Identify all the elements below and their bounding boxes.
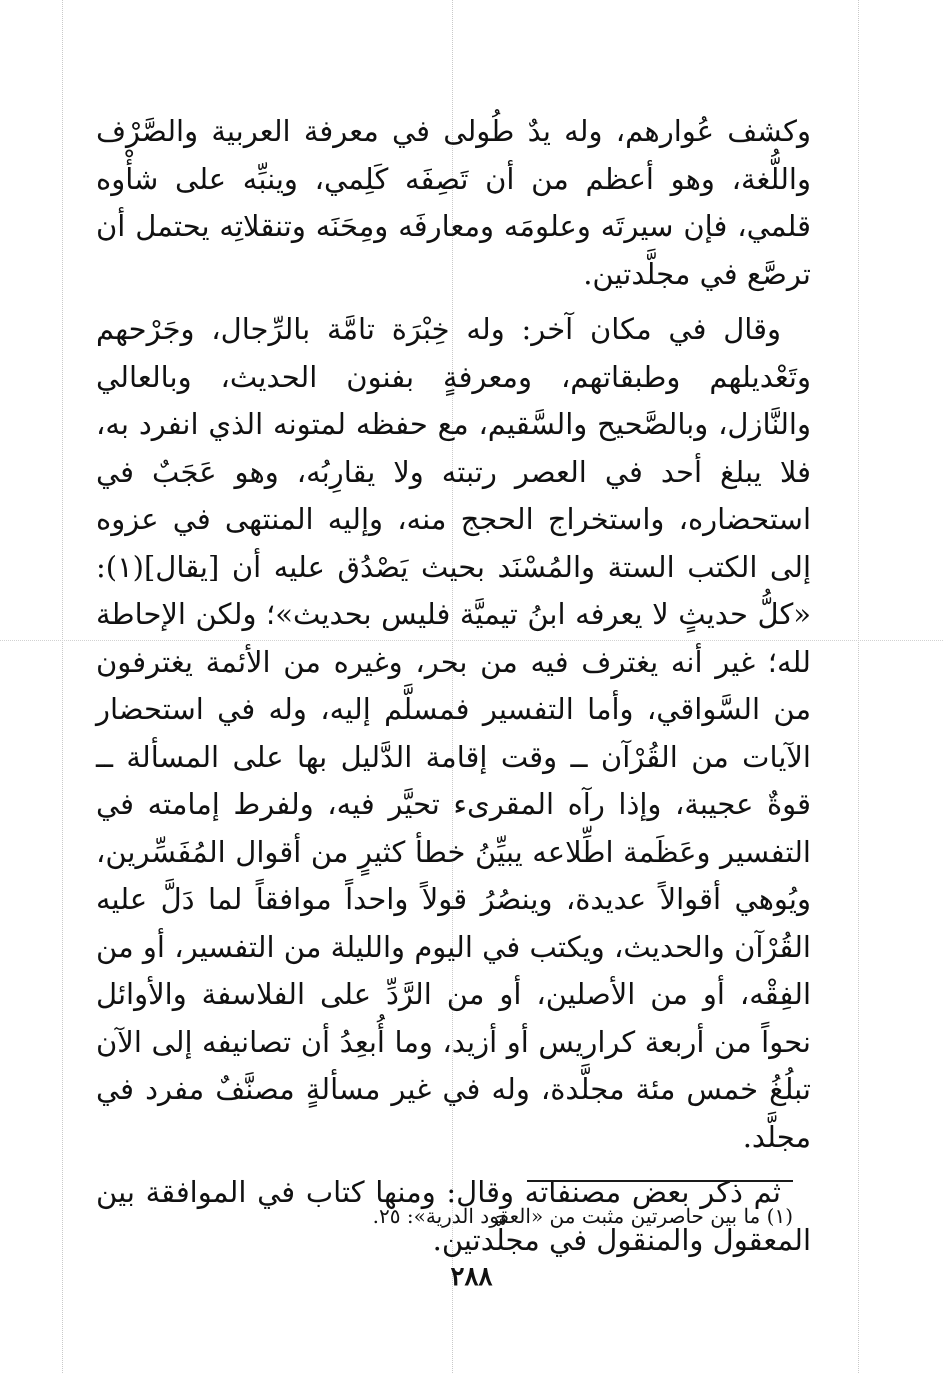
paragraph-1: وكشف عُوارهم، وله يدٌ طُولى في معرفة العربية والصَّرْف واللُّغة، وهو أعظم من أن تَصِفَه كَلِمي، وينبِّه على شأْوه قلمي، فإن سيرتَه وعلومَه ومعارفَه ومِحَنَه وتنقلاتِه يحتمل أن ترصَّع في مجلَّدتين.: [96, 114, 811, 291]
scan-guide-line: [858, 0, 859, 1373]
page-number: ٢٨٨: [450, 1262, 493, 1292]
paragraph-3: ثم ذكر بعض مصنفاته وقال: ومنها كتاب في الموافقة بين المعقول والمنقول في مجلَّدتين.: [96, 1175, 811, 1257]
footnote-rule: [527, 1180, 793, 1182]
scan-guide-line: [62, 0, 63, 1373]
paragraph-2: وقال في مكان آخر: وله خِبْرَة تامَّة بالرِّجال، وجَرْحهم وتَعْديلهم وطبقاتهم، ومعرفةٍ بفنون الحديث، وبالعالي والنَّازل، وبالصَّحيح والسَّقيم، مع حفظه لمتونه الذي انفرد به، فلا يبلغ أحد في العصر رتبته ولا يقارِبُه، وهو عَجَبٌ في استحضاره، واستخراج الحجج منه، وإليه المنتهى في عزوه إلى الكتب الستة والمُسْنَد بحيث يَصْدُق عليه أن [يقال](١): «كلُّ حديثٍ لا يعرفه ابنُ تيميَّة فليس بحديث»؛ ولكن الإحاطة لله؛ غير أنه يغترف فيه من بحر، وغيره من الأئمة يغترفون من السَّواقي، وأما التفسير فمسلَّم إليه، وله في استحضار الآيات من القُرْآن ــ وقت إقامة الدَّليل بها على المسألة ــ قوةٌ عجيبة، وإذا رآه المقرىء تحيَّر فيه، ولفرط إمامته في التفسير وعَظَمة اطِّلاعه يبيِّنُ خطأ كثيرٍ من أقوال المُفَسِّرين، ويُوهي أقوالاً عديدة، وينصُرُ قولاً واحداً موافقاً لما دَلَّ عليه القُرْآن والحديث، ويكتب في اليوم والليلة من التفسير، أو من الفِقْه، أو من الأصلين، أو من الرَّدِّ على الفلاسفة والأوائل نحواً من أربعة كراريس أو أزيد، وما أُبعِدُ أن تصانيفه إلى الآن تبلُغُ خمس مئة مجلَّدة، وله في غير مسألةٍ مصنَّفٌ مفرد في مجلَّد.: [96, 312, 811, 1154]
footnote: (١) ما بين حاصرتين مثبت من «العقود الدرية»: ٢٥.: [372, 1204, 793, 1228]
page-body: [96, 108, 811, 1264]
